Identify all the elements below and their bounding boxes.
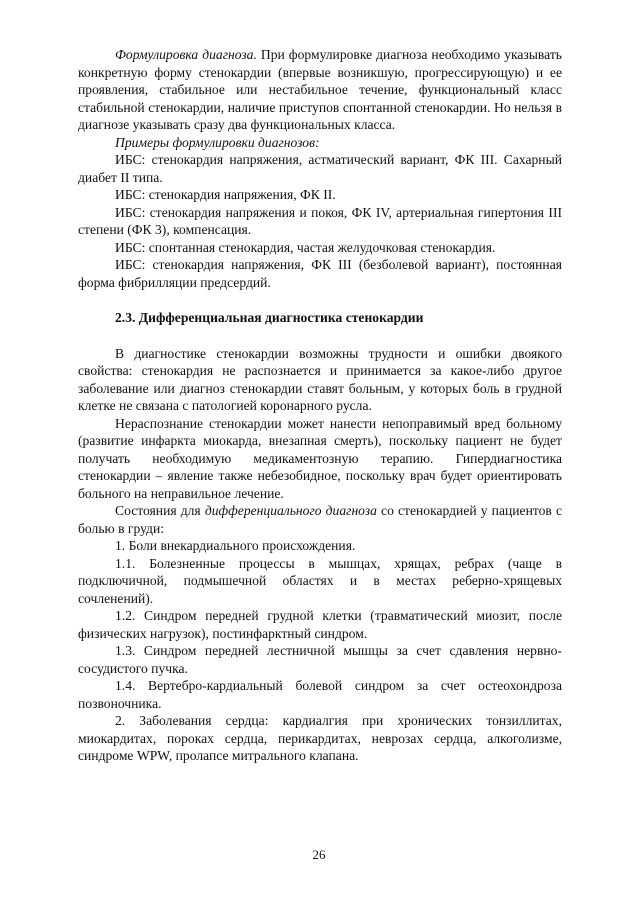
example-diagnosis: ИБС: стенокардия напряжения и покоя, ФК IV, артериальная гипертония III степени (ФК 3), компенсация. bbox=[78, 204, 562, 237]
example-diagnosis: ИБС: стенокардия напряжения, ФК II. bbox=[115, 187, 336, 202]
paragraph-text: При формулировке диагноза необходимо указывать конкретную форму стенокардии (впервые возникшую, прогрессирующую) и ее проявления, стабильное или нестабильное течение, функциональный класс стабильной стенокардии, наличие приступов спонтанной стенокардии. Но нельзя в диагнозе указывать сразу два функциональных класса. bbox=[78, 47, 562, 132]
section-heading: 2.3. Дифференциальная диагностика стенокардии bbox=[115, 310, 424, 325]
list-item: 1. Боли внекардиального происхождения. bbox=[115, 538, 356, 553]
paragraph-diagnostic-difficulties: В диагностике стенокардии возможны трудности и ошибки двоякого свойства: стенокардия не распознается и принимается за какое-либо другое заболевание или диагноз стенокардии ставят больным, у которых боль в грудной клетке не связана с патологией коронарного русла. bbox=[78, 345, 562, 413]
example-diagnosis: ИБС: стенокардия напряжения, ФК III (безболевой вариант), постоянная форма фибрилляции предсердий. bbox=[78, 257, 562, 290]
text-before: Состояния для bbox=[115, 503, 205, 518]
examples-heading: Примеры формулировки диагнозов: bbox=[115, 134, 320, 150]
paragraph-diagnosis-formulation bbox=[78, 46, 562, 134]
list-item: 1.4. Вертебро-кардиальный болевой синдром за счет остеохондроза позвоночника. bbox=[78, 678, 562, 711]
page-number: 26 bbox=[312, 847, 326, 862]
text-after: со стенокардией у пациентов с болью в груди: bbox=[78, 503, 562, 536]
example-diagnosis: ИБС: спонтанная стенокардия, частая желудочковая стенокардия. bbox=[115, 239, 496, 255]
list-item: 1.3. Синдром передней лестничной мышцы за счет сдавления нервно-сосудистого пучка. bbox=[78, 643, 562, 676]
italic-term: дифференциального диагноза bbox=[204, 503, 377, 518]
paragraph-misdiagnosis: Нераспознание стенокардии может нанести непоправимый вред больному (развитие инфаркта миокарда, внезапная смерть), поскольку пациент не будет получать необходимую медикаментозную терапию. Гипердиагностика стенокардии – явление также небезобидное, поскольку врач будет ориентировать больного на неправильное лечение. bbox=[78, 415, 562, 501]
lead-phrase: Формулировка диагноза. bbox=[115, 47, 257, 62]
example-diagnosis: ИБС: стенокардия напряжения, астматический вариант, ФК III. Сахарный диабет II типа. bbox=[78, 152, 562, 185]
list-item: 1.1. Болезненные процессы в мышцах, хрящах, ребрах (чаще в подключичной, подмышечной областях и в местах реберно-хрящевых сочленений). bbox=[78, 555, 562, 606]
list-item: 1.2. Синдром передней грудной клетки (травматический миозит, после физических нагрузок), постинфарктный синдром. bbox=[78, 608, 562, 641]
list-item: 2. Заболевания сердца: кардиалгия при хронических тонзиллитах, миокардитах, пороках сердца, перикардитах, неврозах сердца, алкоголизме, синдроме WPW, пролапсе митрального клапана. bbox=[78, 713, 562, 763]
page-body bbox=[78, 46, 562, 765]
paragraph-differential-intro bbox=[78, 502, 562, 537]
